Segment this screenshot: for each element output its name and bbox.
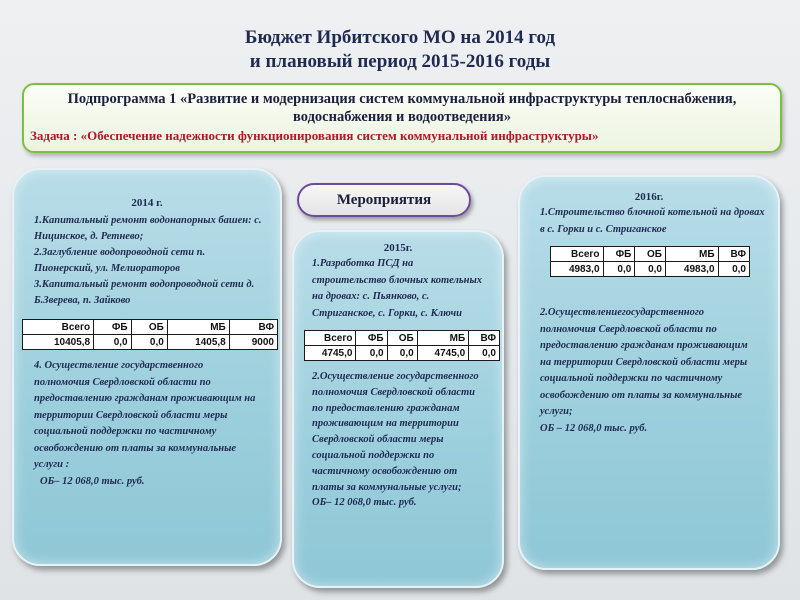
value-cell: 0,0 [469, 346, 500, 361]
value-cell: 0,0 [356, 346, 387, 361]
page-title [0, 26, 800, 74]
activity-2014-1: 1.Капитальный ремонт водонапорных башен: с. Ницинское, д. Ретнево; [34, 215, 262, 242]
header-cell: ОБ [387, 331, 417, 346]
activity-2016-2-block [520, 277, 778, 437]
activity-2015-2: 2.Осуществление государственного полномочия Свердловской области по предоставлению гражданам проживающим на территории Свердловской области меры социальной поддержки по частичному освобождению от платы за коммунальные услуги; [312, 371, 479, 493]
activity-2014-4: 4. Осуществление государственного полномочия Свердловской области по предоставлению гражданам проживающим на территории Свердловской области меры социальной поддержки по частичному освобождению от платы за коммунальные услуги : [34, 360, 256, 470]
activity-2014-4-block [14, 350, 280, 490]
subprogram-box [22, 83, 782, 153]
title-line-2: и плановый период 2015-2016 годы [249, 51, 551, 72]
activities-label: Мероприятия [297, 183, 471, 217]
header-cell: ОБ [635, 247, 666, 262]
activity-2014-3: 3.Капитальный ремонт водопроводной сети д. Б.Зверева, п. Зайково [34, 279, 255, 306]
title-line-1: Бюджет Ирбитского МО на 2014 год [244, 27, 556, 48]
header-cell: Всего [551, 247, 604, 262]
task-text: Задача : «Обеспечение надежности функционирования систем коммунальной инфраструктуры» [30, 128, 599, 143]
value-cell: 9000 [229, 335, 277, 350]
header-cell: ВФ [469, 331, 500, 346]
panel-2015 [292, 230, 504, 588]
table-row [23, 335, 278, 350]
value-cell: 1405,8 [167, 335, 229, 350]
activity-2015-2-sum: ОБ– 12 068,0 тыс. руб. [312, 497, 417, 509]
table-header-row [305, 331, 500, 346]
funding-table-2015 [304, 330, 500, 361]
funding-table-2016 [550, 246, 750, 277]
subprogram-title: Подпрограмма 1 «Развитие и модернизация систем коммунальной инфраструктуры теплоснабжения, водоснабжения и водоотведения» [67, 91, 737, 125]
header-cell: ФБ [603, 247, 635, 262]
activity-2016-1: 1.Строительство блочной котельной на дровах в с. Горки и с. Стриганское [540, 207, 765, 235]
table-row [551, 262, 750, 277]
activity-2016-2: 2.Осуществлениегосударственного полномочия Свердловской области по предоставлению гражданам проживающим на территории Свердловской области меры социальной поддержки по частичному освобождению от платы за коммунальные услуги; [540, 307, 748, 417]
value-cell: 0,0 [94, 335, 131, 350]
year-label-2014: 2014 г. [131, 197, 163, 209]
header-cell: ФБ [356, 331, 387, 346]
activity-2014-4-sum: ОБ– 12 068,0 тыс. руб. [40, 475, 145, 487]
header-cell: ВФ [229, 320, 277, 335]
value-cell: 10405,8 [23, 335, 94, 350]
header-cell: Всего [23, 320, 94, 335]
funding-table-2014 [22, 319, 278, 350]
table-header-row [23, 320, 278, 335]
value-cell: 4983,0 [551, 262, 604, 277]
value-cell: 4983,0 [665, 262, 718, 277]
panel-2016 [518, 175, 780, 570]
value-cell: 0,0 [131, 335, 167, 350]
activity-2016-2-sum: ОБ – 12 068,0 тыс. руб. [540, 422, 648, 434]
activity-2014-2: 2.Заглубление водопроводной сети п. Пионерский, ул. Мелиораторов [34, 247, 206, 274]
value-cell: 0,0 [635, 262, 666, 277]
year-label-2016: 2016г. [634, 191, 664, 203]
value-cell: 0,0 [603, 262, 635, 277]
year-label-2015: 2015г. [383, 242, 413, 254]
header-cell: МБ [417, 331, 468, 346]
value-cell: 0,0 [718, 262, 749, 277]
value-cell: 4745,0 [417, 346, 468, 361]
value-cell: 4745,0 [305, 346, 356, 361]
header-cell: Всего [305, 331, 356, 346]
header-cell: ФБ [94, 320, 131, 335]
table-row [305, 346, 500, 361]
table-header-row [551, 247, 750, 262]
activity-2015-1: 1.Разработка ПСД на строительство блочных котельных на дровах: с. Пьянково, с. Стриганское, с. Горки, с. Ключи [312, 258, 483, 319]
panel-2014 [12, 168, 282, 566]
header-cell: ОБ [131, 320, 167, 335]
value-cell: 0,0 [387, 346, 417, 361]
activity-2015-2-block [294, 361, 502, 511]
header-cell: МБ [167, 320, 229, 335]
header-cell: МБ [665, 247, 718, 262]
header-cell: ВФ [718, 247, 749, 262]
activities-2014 [14, 209, 280, 309]
